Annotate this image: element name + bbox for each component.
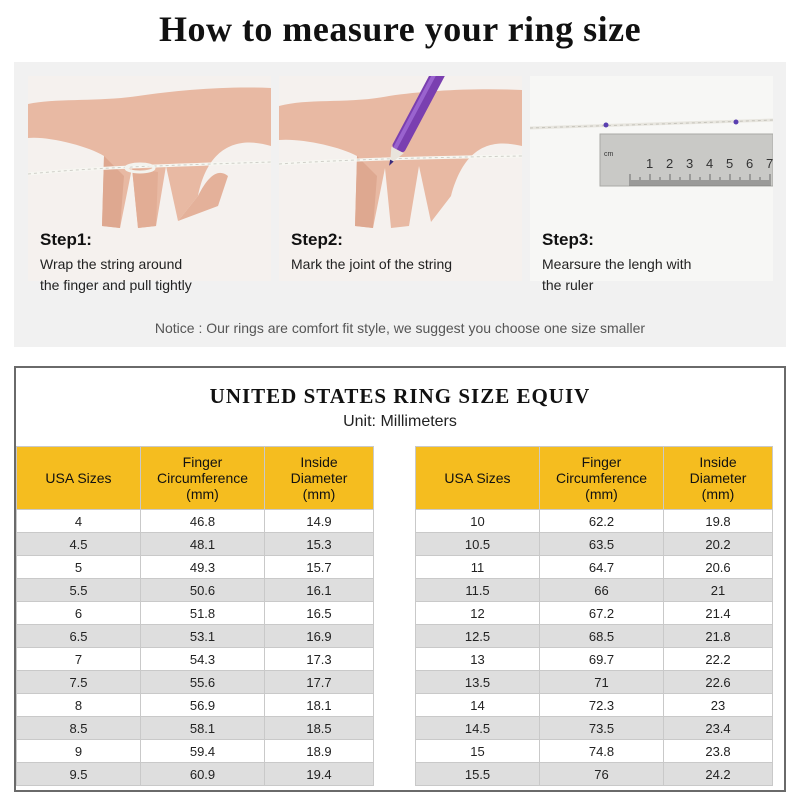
- step1-line: Wrap the string around: [40, 256, 183, 272]
- table-row: [17, 556, 374, 579]
- step2-description: [291, 254, 521, 275]
- cell-diameter: 19.8: [664, 510, 773, 533]
- step1-line: the finger and pull tightly: [40, 277, 192, 293]
- header-inside-diameter: [664, 447, 773, 510]
- cell-diameter: 18.5: [265, 717, 374, 740]
- cell-usa-size: 5.5: [17, 579, 141, 602]
- cell-usa-size: 15.5: [416, 763, 540, 786]
- cell-diameter: 21.8: [664, 625, 773, 648]
- cell-circumference: 58.1: [141, 717, 265, 740]
- cell-circumference: 71: [540, 671, 664, 694]
- ruler-number: 6: [746, 156, 754, 171]
- table-row: [17, 510, 374, 533]
- table-row: [416, 763, 773, 786]
- cell-diameter: 22.2: [664, 648, 773, 671]
- table-row: [17, 717, 374, 740]
- cell-circumference: 74.8: [540, 740, 664, 763]
- cell-usa-size: 10.5: [416, 533, 540, 556]
- step2-line: Mark the joint of the string: [291, 256, 453, 272]
- page-title: How to measure your ring size: [158, 9, 642, 49]
- step3-line: Mearsure the lengh with: [542, 256, 692, 272]
- cell-circumference: 76: [540, 763, 664, 786]
- cell-circumference: 56.9: [141, 694, 265, 717]
- cell-diameter: 20.2: [664, 533, 773, 556]
- cell-circumference: 59.4: [141, 740, 265, 763]
- cell-usa-size: 14: [416, 694, 540, 717]
- table-row: [416, 625, 773, 648]
- table-unit: Unit: Millimeters: [343, 413, 457, 430]
- ring-size-chart: [14, 366, 786, 792]
- step3-photo: [530, 76, 773, 281]
- cell-usa-size: 11.5: [416, 579, 540, 602]
- ruler-number: 4: [706, 156, 714, 171]
- table-row: [17, 694, 374, 717]
- ruler-number: 5: [726, 156, 734, 171]
- cell-diameter: 14.9: [265, 510, 374, 533]
- header-line: Diameter: [290, 470, 348, 486]
- cell-usa-size: 15: [416, 740, 540, 763]
- table-row: [416, 533, 773, 556]
- cell-circumference: 67.2: [540, 602, 664, 625]
- cell-diameter: 16.5: [265, 602, 374, 625]
- header-line: (mm): [585, 486, 618, 502]
- header-line: Finger: [581, 454, 622, 470]
- cell-diameter: 22.6: [664, 671, 773, 694]
- cell-diameter: 16.9: [265, 625, 374, 648]
- step3-line: the ruler: [542, 277, 594, 293]
- cell-circumference: 66: [540, 579, 664, 602]
- cell-circumference: 46.8: [141, 510, 265, 533]
- cell-circumference: 64.7: [540, 556, 664, 579]
- table-row: [416, 694, 773, 717]
- cell-circumference: 48.1: [141, 533, 265, 556]
- cell-circumference: 54.3: [141, 648, 265, 671]
- cell-usa-size: 8.5: [17, 717, 141, 740]
- cell-circumference: 69.7: [540, 648, 664, 671]
- header-line: Finger: [182, 454, 223, 470]
- header-line: Circumference: [156, 470, 249, 486]
- table-row: [17, 602, 374, 625]
- table-row: [416, 556, 773, 579]
- table-row: [416, 648, 773, 671]
- table-row: [17, 763, 374, 786]
- table-row: [416, 602, 773, 625]
- table-row: [17, 533, 374, 556]
- header-line: (mm): [701, 486, 735, 502]
- ruler-number: 3: [686, 156, 694, 171]
- steps-panel: [14, 62, 786, 347]
- step3-title: Step3:: [542, 230, 594, 249]
- size-table-right: [415, 446, 773, 786]
- header-inside-diameter: [265, 447, 374, 510]
- header-usa-sizes: USA Sizes: [416, 447, 540, 510]
- cell-usa-size: 7.5: [17, 671, 141, 694]
- cell-diameter: 18.9: [265, 740, 374, 763]
- step1-title: Step1:: [40, 230, 92, 249]
- ruler-number: 2: [666, 156, 674, 171]
- table-row: [17, 625, 374, 648]
- header-finger-circumference: [540, 447, 664, 510]
- cell-usa-size: 12: [416, 602, 540, 625]
- cell-diameter: 23.4: [664, 717, 773, 740]
- table-row: [416, 579, 773, 602]
- cell-usa-size: 13.5: [416, 671, 540, 694]
- step3-description: [542, 254, 772, 296]
- table-row: [17, 648, 374, 671]
- cell-circumference: 60.9: [141, 763, 265, 786]
- step2-photo: [279, 76, 522, 281]
- notice-text: Notice : Our rings are comfort fit style, we suggest you choose one size smaller: [154, 320, 646, 336]
- cell-usa-size: 9.5: [17, 763, 141, 786]
- cell-circumference: 49.3: [141, 556, 265, 579]
- cell-usa-size: 12.5: [416, 625, 540, 648]
- step1-description: [40, 254, 270, 296]
- step1-photo: [28, 76, 271, 281]
- header-finger-circumference: [141, 447, 265, 510]
- table-row: [17, 740, 374, 763]
- cell-usa-size: 9: [17, 740, 141, 763]
- cell-diameter: 21.4: [664, 602, 773, 625]
- cell-usa-size: 4: [17, 510, 141, 533]
- header-line: Circumference: [555, 470, 648, 486]
- cell-usa-size: 6: [17, 602, 141, 625]
- table-row: [416, 717, 773, 740]
- header-line: Inside: [699, 454, 737, 470]
- cell-circumference: 72.3: [540, 694, 664, 717]
- cell-usa-size: 4.5: [17, 533, 141, 556]
- cell-diameter: 20.6: [664, 556, 773, 579]
- cell-diameter: 17.7: [265, 671, 374, 694]
- table-title: UNITED STATES RING SIZE EQUIV: [209, 384, 591, 408]
- cell-usa-size: 10: [416, 510, 540, 533]
- cell-usa-size: 7: [17, 648, 141, 671]
- cell-usa-size: 5: [17, 556, 141, 579]
- cell-diameter: 15.3: [265, 533, 374, 556]
- ruler-unit: cm: [604, 151, 614, 158]
- cell-usa-size: 14.5: [416, 717, 540, 740]
- table-row: [17, 579, 374, 602]
- header-line: Diameter: [689, 470, 747, 486]
- cell-usa-size: 13: [416, 648, 540, 671]
- cell-diameter: 17.3: [265, 648, 374, 671]
- table-row: [416, 510, 773, 533]
- cell-circumference: 51.8: [141, 602, 265, 625]
- cell-diameter: 23: [664, 694, 773, 717]
- cell-circumference: 63.5: [540, 533, 664, 556]
- cell-diameter: 18.1: [265, 694, 374, 717]
- cell-diameter: 23.8: [664, 740, 773, 763]
- table-row: [416, 671, 773, 694]
- header-usa-sizes: USA Sizes: [17, 447, 141, 510]
- header-line: (mm): [302, 486, 336, 502]
- step2-title: Step2:: [291, 230, 343, 249]
- table-row: [17, 671, 374, 694]
- header-line: Inside: [300, 454, 338, 470]
- cell-diameter: 15.7: [265, 556, 374, 579]
- cell-circumference: 53.1: [141, 625, 265, 648]
- cell-circumference: 62.2: [540, 510, 664, 533]
- cell-diameter: 16.1: [265, 579, 374, 602]
- cell-diameter: 19.4: [265, 763, 374, 786]
- cell-usa-size: 6.5: [17, 625, 141, 648]
- size-table-left: [16, 446, 374, 786]
- cell-circumference: 68.5: [540, 625, 664, 648]
- ruler-number: 1: [646, 156, 654, 171]
- table-row: [416, 740, 773, 763]
- cell-usa-size: 8: [17, 694, 141, 717]
- ruler-number: 7: [766, 156, 773, 171]
- cell-circumference: 73.5: [540, 717, 664, 740]
- cell-usa-size: 11: [416, 556, 540, 579]
- cell-circumference: 50.6: [141, 579, 265, 602]
- header-line: (mm): [186, 486, 219, 502]
- cell-circumference: 55.6: [141, 671, 265, 694]
- cell-diameter: 24.2: [664, 763, 773, 786]
- cell-diameter: 21: [664, 579, 773, 602]
